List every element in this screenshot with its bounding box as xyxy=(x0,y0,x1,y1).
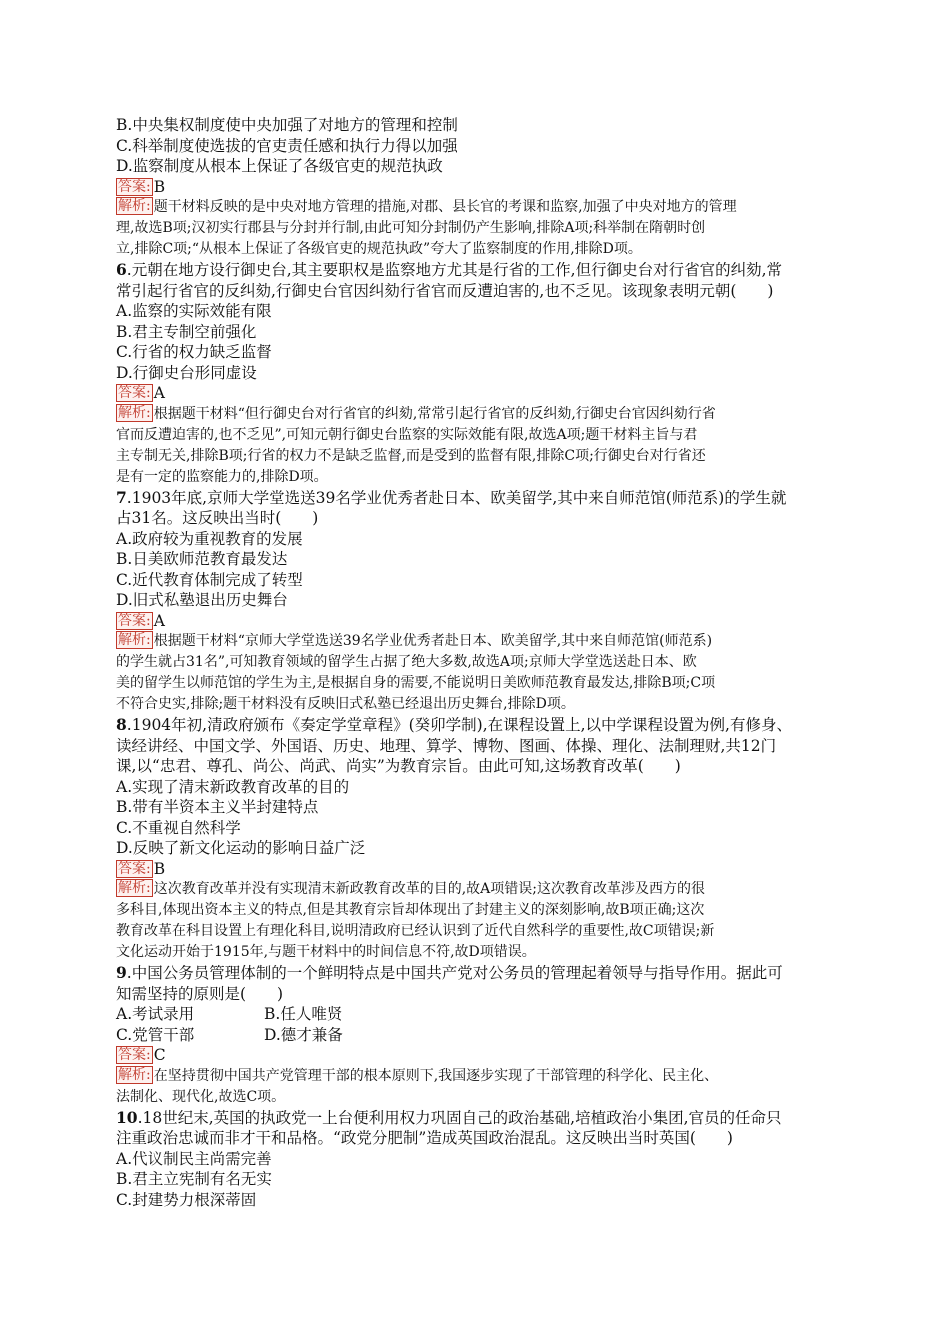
answer-tag: 答案: xyxy=(118,860,151,877)
question-stem: 6.元朝在地方设行御史台,其主要职权是监察地方尤其是行省的工作,但行御史台对行省官的纠劾,常 xyxy=(116,260,783,279)
option-row xyxy=(116,1025,836,1046)
option-d: D.旧式私塾退出历史舞台 xyxy=(116,591,288,609)
question-number: 9 xyxy=(116,963,127,982)
explanation-line: 不符合史实,排除;题干材料没有反映旧式私塾已经退出历史舞台,排除D项。 xyxy=(116,696,575,712)
explanation-tag: 解析: xyxy=(118,404,151,421)
q7-answer xyxy=(116,611,836,632)
option-c: C.党管干部 xyxy=(116,1025,195,1044)
option-c: C.封建势力根深蒂固 xyxy=(116,1190,257,1209)
explanation-line: 立,排除C项;“从根本上保证了各级官吏的规范执政”夸大了监察制度的作用,排除D项。 xyxy=(116,241,642,257)
answer-tag: 答案: xyxy=(118,1047,151,1063)
explanation-line: 主专制无关,排除B项;行省的权力不是缺乏监督,而是受到的监督有限,排除C项;行御史台对行省还 xyxy=(116,447,706,464)
answer-value: A xyxy=(153,384,165,402)
explanation-line: 解析: 这次教育改革并没有实现清末新政教育改革的目的,故A项错误;这次教育改革涉及西方的很 xyxy=(118,880,705,897)
answer-tag: 答案: xyxy=(118,612,151,629)
explanation-line: 解析: 根据题干材料“但行御史台对行省官的纠劾,常常引起行省官的反纠劾,行御史台官因纠劾行省 xyxy=(118,404,716,422)
question-6 xyxy=(116,260,836,488)
q5-answer xyxy=(116,177,836,198)
answer-value: A xyxy=(153,611,165,630)
option-c: C.行省的权力缺乏监督 xyxy=(116,343,272,361)
question-stem: 占31名。这反映出当时( ) xyxy=(116,509,319,527)
q6-answer xyxy=(116,383,836,404)
option-c: C.近代教育体制完成了转型 xyxy=(116,570,303,589)
explanation-line: 解析: 题干材料反映的是中央对地方管理的措施,对郡、县长官的考课和监察,加强了中央对地方的管理 xyxy=(118,198,737,215)
answer-value: B xyxy=(153,859,166,878)
option-a: A.监察的实际效能有限 xyxy=(116,302,272,320)
question-number: 10 xyxy=(116,1107,138,1127)
option-b: B.中央集权制度使中央加强了对地方的管理和控制 xyxy=(116,116,458,134)
question-stem: 读经讲经、中国文学、外国语、历史、地理、算学、博物、图画、体操、理化、法制理财,共12门 xyxy=(116,736,777,755)
question-stem: 8.1904年初,清政府颁布《奏定学堂章程》(癸卯学制),在课程设置上,以中学课程设置为例,有修身、 xyxy=(116,715,792,734)
document-page xyxy=(116,115,836,1210)
question-10 xyxy=(116,1108,836,1211)
option-b: B.任人唯贤 xyxy=(264,1005,343,1023)
explanation-line: 官而反遭迫害的,也不乏见”,可知元朝行御史台监察的实际效能有限,故选A项;题干材料主旨与君 xyxy=(116,426,698,443)
question-stem: 知需坚持的原则是( ) xyxy=(116,984,284,1003)
explanation-line: 解析: 在坚持贯彻中国共产党管理干部的根本原则下,我国逐步实现了干部管理的科学化、民主化、 xyxy=(118,1066,719,1084)
option-a: A.政府较为重视教育的发展 xyxy=(116,529,303,548)
question-8 xyxy=(116,715,836,963)
explanation-line: 美的留学生以师范馆的学生为主,是根据自身的需要,不能说明日美欧师范教育最发达,排除B项;C项 xyxy=(116,675,716,691)
question-stem: 注重政治忠诚而非才干和品格。“政党分肥制”造成英国政治混乱。这反映出当时英国( ) xyxy=(116,1129,733,1147)
question-stem: 9.中国公务员管理体制的一个鲜明特点是中国共产党对公务员的管理起着领导与指导作用。据此可 xyxy=(116,963,783,982)
option-d: D.行御史台形同虚设 xyxy=(116,363,257,382)
option-d: D.德才兼备 xyxy=(264,1025,343,1044)
option-a: A.代议制民主尚需完善 xyxy=(116,1149,272,1168)
option-b: B.君主专制空前强化 xyxy=(116,322,257,341)
option-a: A.考试录用 xyxy=(116,1005,195,1023)
option-row xyxy=(116,1004,836,1025)
question-stem: 常引起行省官的反纠劾,行御史台官因纠劾行省官而反遭迫害的,也不乏见。该现象表明元朝( ) xyxy=(116,281,774,300)
option-d: D.监察制度从根本上保证了各级官吏的规范执政 xyxy=(116,157,443,175)
explanation-line: 的学生就占31名”,可知教育领域的留学生占据了绝大多数,故选A项;京师大学堂选送赴日本、欧 xyxy=(116,654,697,670)
q9-answer xyxy=(116,1045,836,1066)
option-d: D.反映了新文化运动的影响日益广泛 xyxy=(116,839,366,857)
answer-value: C xyxy=(153,1046,166,1064)
answer-value: B xyxy=(153,177,166,196)
option-b: B.君主立宪制有名无实 xyxy=(116,1170,272,1188)
explanation-line: 多科目,体现出资本主义的特点,但是其教育宗旨却体现出了封建主义的深刻影响,故B项正确;这次 xyxy=(116,902,705,918)
question-number: 8 xyxy=(116,715,127,734)
option-c: C.科举制度使选拔的官吏责任感和执行力得以加强 xyxy=(116,136,458,155)
explanation-line: 文化运动开始于1915年,与题干材料中的时间信息不符,故D项错误。 xyxy=(116,944,536,960)
explanation-line: 理,故选B项;汉初实行郡县与分封并行制,由此可知分封制仍产生影响,排除A项;科举制在隋朝时创 xyxy=(116,220,706,236)
option-b: B.带有半资本主义半封建特点 xyxy=(116,798,319,816)
question-number: 6 xyxy=(116,260,127,279)
explanation-tag: 解析: xyxy=(118,880,151,896)
explanation-tag: 解析: xyxy=(118,198,151,214)
option-b: B.日美欧师范教育最发达 xyxy=(116,550,288,568)
question-9 xyxy=(116,963,836,1108)
explanation-line: 是有一定的监察能力的,排除D项。 xyxy=(116,468,328,485)
option-c: C.不重视自然科学 xyxy=(116,818,241,837)
question-stem: 7.1903年底,京师大学堂选送39名学业优秀者赴日本、欧美留学,其中来自师范馆(师范系)的学生就 xyxy=(116,487,787,507)
q5-options xyxy=(116,115,836,177)
question-7 xyxy=(116,488,836,716)
option-a: A.实现了清末新政教育改革的目的 xyxy=(116,777,350,796)
explanation-line: 解析: 根据题干材料“京师大学堂选送39名学业优秀者赴日本、欧美留学,其中来自师范馆(师范系) xyxy=(118,632,713,649)
explanation-tag: 解析: xyxy=(118,1066,151,1083)
q5-explanation xyxy=(116,197,836,260)
q8-answer xyxy=(116,859,836,880)
question-stem: 10.18世纪末,英国的执政党一上台便利用权力巩固自己的政治基础,培植政治小集团,官员的任命只 xyxy=(116,1107,782,1127)
question-stem: 课,以“忠君、尊孔、尚公、尚武、尚实”为教育宗旨。由此可知,这场教育改革( ) xyxy=(116,757,681,775)
answer-tag: 答案: xyxy=(118,385,151,401)
explanation-tag: 解析: xyxy=(118,632,151,648)
question-number: 7 xyxy=(116,487,127,507)
explanation-line: 法制化、现代化,故选C项。 xyxy=(116,1088,286,1105)
explanation-line: 教育改革在科目设置上有理化科目,说明清政府已经认识到了近代自然科学的重要性,故C项错误;新 xyxy=(116,923,715,939)
answer-tag: 答案: xyxy=(118,178,151,195)
